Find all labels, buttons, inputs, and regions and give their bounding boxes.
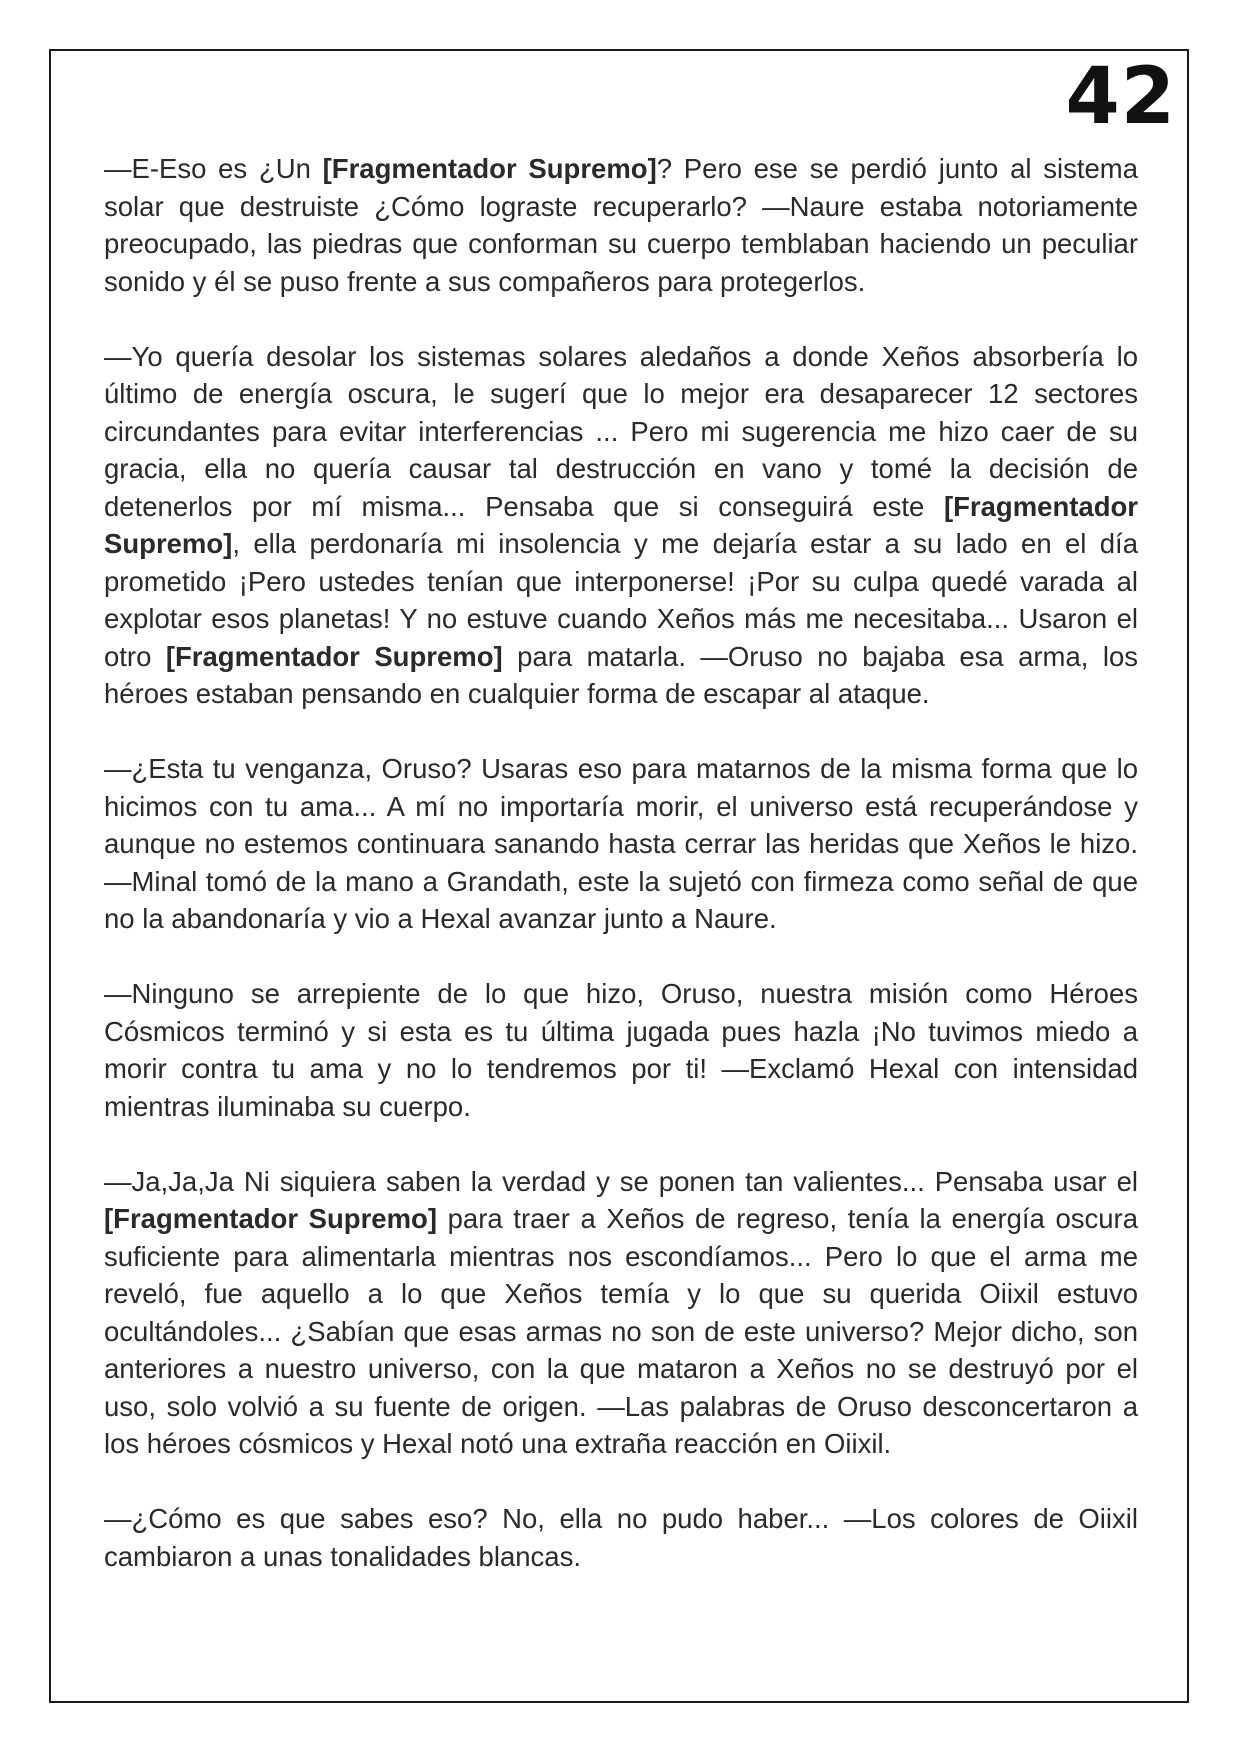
text-run: ? Pero ese se perdió junto al sistema solar que destruiste ¿Cómo lograste recuperarlo? —Naure estaba notoriamente preocupado, las piedras que conforman su cuerpo temblaban haciendo un peculiar sonido y él se puso frente a sus compañeros para protegerlos. <box>104 153 1138 297</box>
text-run: para matarla. —Oruso no bajaba esa arma, los héroes estaban pensando en cualquier forma de escapar al ataque. <box>104 640 1139 709</box>
bold-term: [Fragmentador Supremo] <box>104 490 1138 559</box>
text-run: —E-Eso es ¿Un <box>104 153 323 184</box>
paragraph-6 <box>104 1500 1138 1575</box>
bold-term: [Fragmentador Supremo] <box>322 153 657 184</box>
text-run: —Ja,Ja,Ja Ni siquiera saben la verdad y se ponen tan valientes... Pensaba usar el <box>104 1165 1138 1197</box>
paragraph-3 <box>104 750 1138 938</box>
bold-term: [Fragmentador Supremo] <box>104 1203 438 1234</box>
text-run: —Ninguno se arrepiente de lo que hizo, Oruso, nuestra misión como Héroes Cósmicos terminó y si esta es tu última jugada pues hazla ¡No tuvimos miedo a morir contra tu ama y no lo tendremos por ti! —Exclamó Hexal con intensidad mientras iluminaba su cuerpo. <box>104 978 1138 1122</box>
bold-term: [Fragmentador Supremo] <box>165 640 503 672</box>
text-run: para traer a Xeños de regreso, tenía la energía oscura suficiente para alimentarla mientras nos escondíamos... Pero lo que el arma me reveló, fue aquello a lo que Xeños temía y lo que su querida Oiixil estuvo ocultándoles... ¿Sabían que esas armas no son de este universo? Mejor dicho, son anteriores a nuestro universo, con la que mataron a Xeños no se destruyó por el uso, solo volvió a su fuente de origen. —Las palabras de Oruso desconcertaron a los héroes cósmicos y Hexal notó una extraña reacción en Oiixil. <box>104 1203 1138 1459</box>
story-text <box>104 150 1138 1613</box>
text-run: , ella perdonaría mi insolencia y me dejaría estar a su lado en el día prometido ¡Pero ustedes tenían que interponerse! ¡Por su culpa quedé varada al explotar esos planetas! Y no estuve cuando Xeños más me necesitaba... Usaron el otro <box>104 528 1138 672</box>
text-run: —¿Cómo es que sabes eso? No, ella no pudo haber... —Los colores de Oiixil cambiaron a unas tonalidades blancas. <box>104 1503 1138 1572</box>
paragraph-5 <box>104 1163 1138 1463</box>
text-run: —Yo quería desolar los sistemas solares aledaños a donde Xeños absorbería lo último de energía oscura, le sugerí que lo mejor era desaparecer 12 sectores circundantes para evitar interferencias ... Pero mi sugerencia me hizo caer de su gracia, ella no quería causar tal destrucción en vano y tomé la decisión de detenerlos por mí misma... Pensaba que si conseguirá este <box>104 340 1138 522</box>
paragraph-2 <box>104 338 1138 713</box>
paragraph-1 <box>104 150 1138 300</box>
text-run: —¿Esta tu venganza, Oruso? Usaras eso para matarnos de la misma forma que lo hicimos con tu ama... A mí no importaría morir, el universo está recuperándose y aunque no estemos continuara sanando hasta cerrar las heridas que Xeños le hizo. —Minal tomó de la mano a Grandath, este la sujetó con firmeza como señal de que no la abandonaría y vio a Hexal avanzar junto a Naure. <box>104 753 1138 934</box>
page-number: 42 <box>1065 52 1176 142</box>
paragraph-4 <box>104 975 1138 1125</box>
